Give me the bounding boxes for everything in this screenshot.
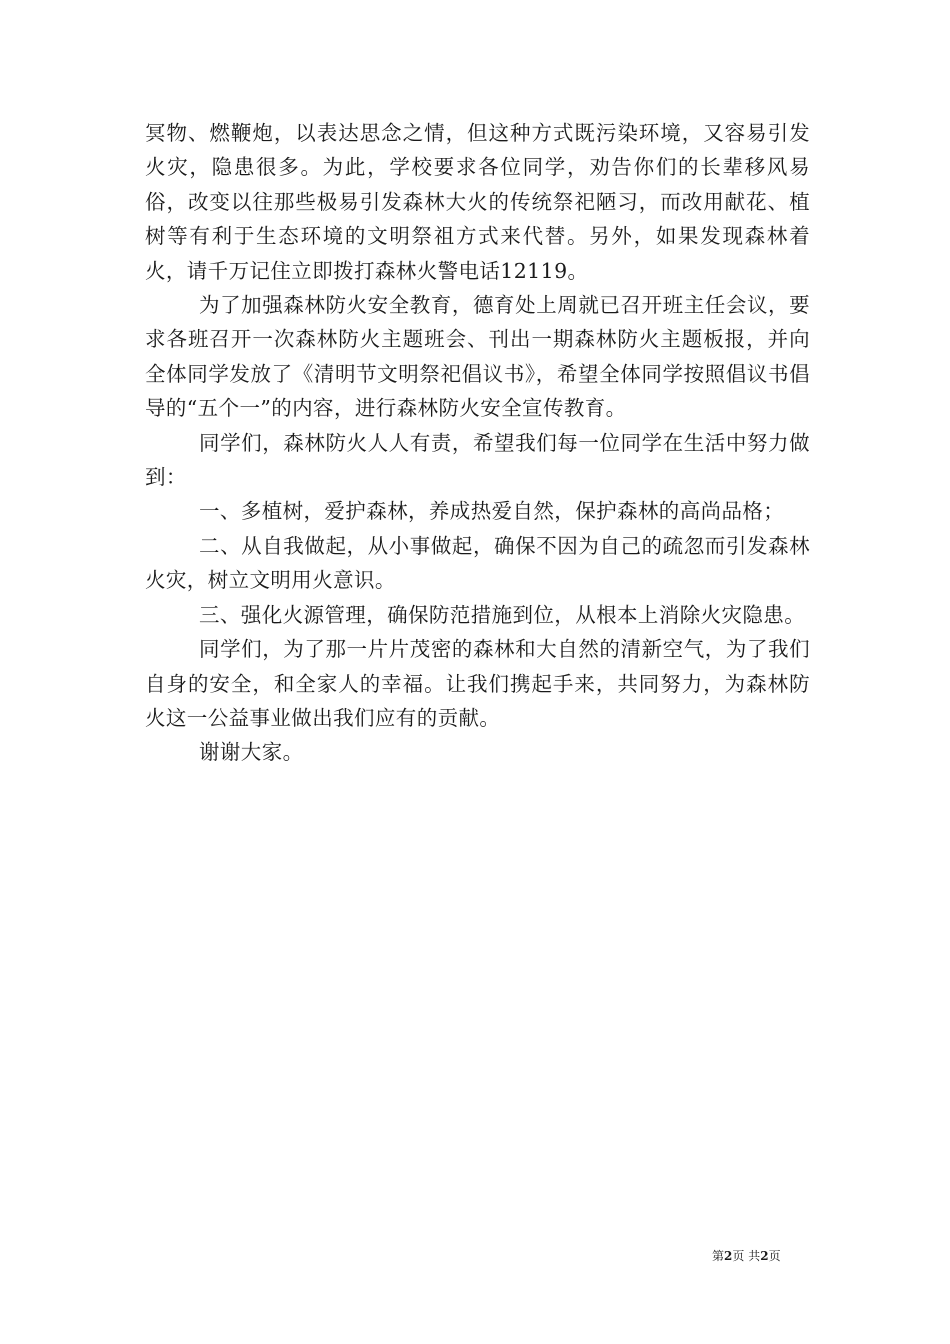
paragraph-thanks: 谢谢大家。 <box>199 740 304 765</box>
list-item-3: 三、强化火源管理，确保防范措施到位，从根本上消除火灾隐患。 <box>199 602 806 627</box>
footer-middle: 页 共 <box>732 1249 761 1263</box>
paragraph-closing: 同学们，为了那一片片茂密的森林和大自然的清新空气，为了我们自身的安全，和全家人的幸福。让我们携起手来，共同努力，为森林防火这一公益事业做出我们应有的贡献。 <box>145 637 810 730</box>
list-item-1: 一、多植树，爱护森林，养成热爱自然，保护森林的高尚品格； <box>199 499 785 524</box>
list-item-2: 二、从自我做起，从小事做起，确保不因为自己的疏忽而引发森林火灾，树立文明用火意识。 <box>145 533 810 593</box>
footer-prefix: 第 <box>712 1249 725 1263</box>
page-footer <box>712 1248 781 1264</box>
total-pages-number: 2 <box>760 1249 769 1263</box>
paragraph-1: 冥物、燃鞭炮，以表达思念之情，但这种方式既污染环境，又容易引发火灾，隐患很多。为此，学校要求各位同学，劝告你们的长辈移风易俗，改变以往那些极易引发森林大火的传统祭祀陋习，而改用献花、植树等有利于生态环境的文明祭祖方式来代替。另外，如果发现森林着火，请千万记住立即拨打森林火警电话12119。 <box>145 121 810 283</box>
paragraph-3: 同学们，森林防火人人有责，希望我们每一位同学在生活中努力做到： <box>145 430 810 490</box>
current-page-number: 2 <box>724 1249 733 1263</box>
document-body <box>145 116 810 770</box>
footer-suffix: 页 <box>768 1249 781 1263</box>
paragraph-2: 为了加强森林防火安全教育，德育处上周就已召开班主任会议，要求各班召开一次森林防火主题班会、刊出一期森林防火主题板报，并向全体同学发放了《清明节文明祭祀倡议书》，希望全体同学按照倡议书倡导的“五个一”的内容，进行森林防火安全宣传教育。 <box>145 293 810 421</box>
